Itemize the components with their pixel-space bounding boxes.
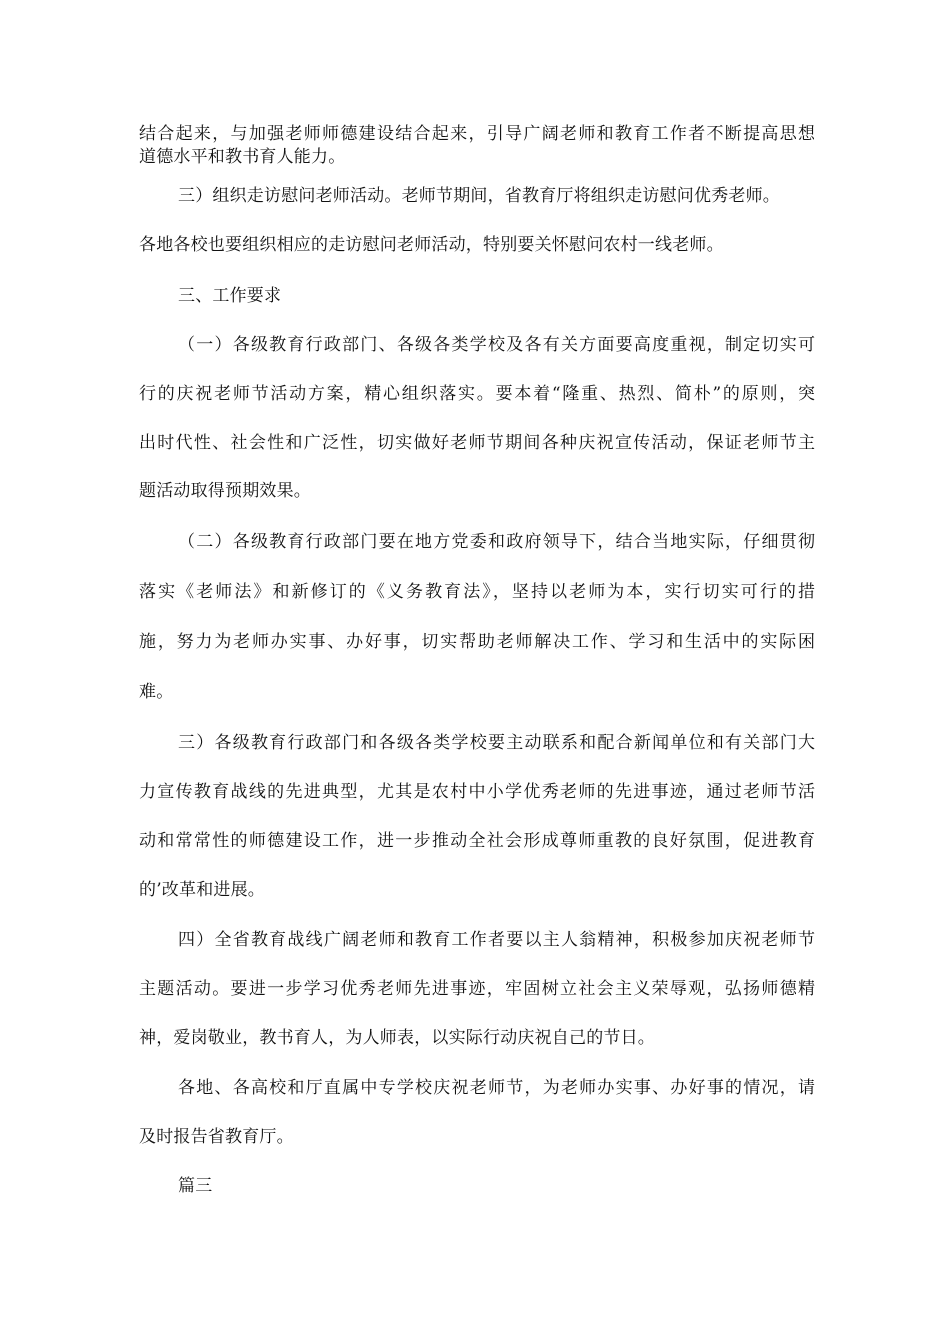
text-line: 难。 [139,682,174,702]
text-line: 结合起来，与加强老师师德建设结合起来，引导广阔老师和教育工作者不断提高思想 [139,124,815,144]
text-line: 的’改革和进展。 [139,880,266,900]
section-heading: 篇三 [178,1176,213,1196]
text-line: 各地、各高校和厅直属中专学校庆祝老师节，为老师办实事、办好事的情况，请 [178,1078,815,1098]
text-line: 各地各校也要组织相应的走访慰问老师活动，特别要关怀慰问农村一线老师。 [139,235,724,255]
text-line: 行的庆祝老师节活动方案，精心组织落实。要本着“隆重、热烈、简朴”的原则，突 [139,384,815,404]
text-line: 施，努力为老师办实事、办好事，切实帮助老师解决工作、学习和生活中的实际困 [139,632,815,652]
text-line: （一）各级教育行政部门、各级各类学校及各有关方面要高度重视，制定切实可 [178,335,815,355]
text-line: （二）各级教育行政部门要在地方党委和政府领导下，结合当地实际，仔细贯彻 [178,532,815,552]
text-line: 三）组织走访慰问老师活动。老师节期间，省教育厅将组织走访慰问优秀老师。 [178,186,780,206]
text-line: 道德水平和教书育人能力。 [139,147,346,167]
text-line: 主题活动。要进一步学习优秀老师先进事迹，牢固树立社会主义荣辱观，弘扬师德精 [139,979,815,999]
text-line: 出时代性、社会性和广泛性，切实做好老师节期间各种庆祝宣传活动，保证老师节主 [139,433,815,453]
text-line: 动和常常性的师德建设工作，进一步推动全社会形成尊师重教的良好氛围，促进教育 [139,831,815,851]
section-heading: 三、工作要求 [178,286,282,306]
text-line: 力宣传教育战线的先进典型，尤其是农村中小学优秀老师的先进事迹，通过老师节活 [139,782,815,802]
text-line: 神，爱岗敬业，教书育人，为人师表，以实际行动庆祝自己的节日。 [139,1028,655,1048]
text-line: 落实《老师法》和新修订的《义务教育法》，坚持以老师为本，实行切实可行的措 [139,582,815,602]
text-line: 及时报告省教育厅。 [139,1127,294,1147]
text-line: 题活动取得预期效果。 [139,481,311,501]
text-line: 三）各级教育行政部门和各级各类学校要主动联系和配合新闻单位和有关部门大 [178,733,815,753]
text-line: 四）全省教育战线广阔老师和教育工作者要以主人翁精神，积极参加庆祝老师节 [178,930,815,950]
